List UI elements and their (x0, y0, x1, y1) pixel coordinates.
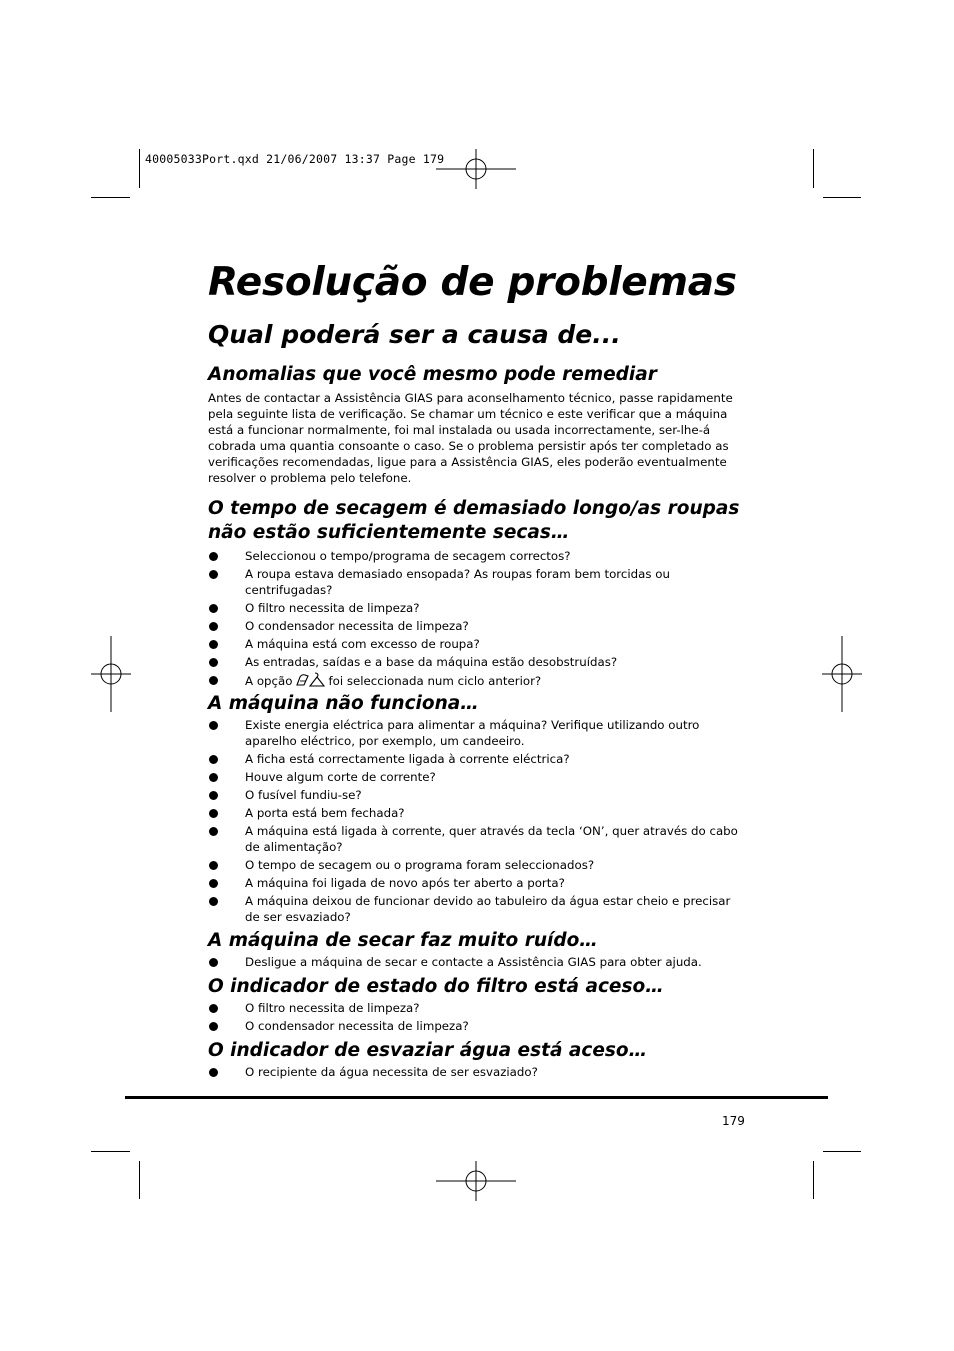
list-item: O tempo de secagem ou o programa foram seleccionados? (208, 857, 748, 873)
bullet-icon (209, 791, 218, 800)
checklist (208, 717, 748, 925)
list-item: Seleccionou o tempo/programa de secagem correctos? (208, 548, 748, 564)
crop-mark (823, 1151, 861, 1152)
bullet-icon (209, 658, 218, 667)
crop-mark (813, 1161, 814, 1199)
page-number: 179 (722, 1114, 745, 1128)
iron-hanger-icon (295, 672, 325, 688)
list-item: A ficha está correctamente ligada à corrente eléctrica? (208, 751, 748, 767)
checklist (208, 1064, 748, 1080)
registration-mark-top (436, 149, 516, 189)
page-content (208, 258, 748, 1082)
bullet-icon (209, 640, 218, 649)
list-item: A máquina está ligada à corrente, quer através da tecla ‘ON’, quer através do cabo de alimentação? (208, 823, 748, 855)
bullet-icon (209, 676, 218, 685)
crop-mark (823, 197, 861, 198)
crop-mark (139, 149, 140, 188)
registration-mark-left (91, 636, 131, 712)
bullet-icon (209, 1004, 218, 1013)
checklist (208, 1000, 748, 1034)
bullet-icon (209, 958, 218, 967)
bullet-icon (209, 622, 218, 631)
list-item: O condensador necessita de limpeza? (208, 1018, 748, 1034)
bullet-icon (209, 861, 218, 870)
bullet-icon (209, 570, 218, 579)
bullet-icon (209, 1068, 218, 1077)
list-item: Desligue a máquina de secar e contacte a Assistência GIAS para obter ajuda. (208, 954, 748, 970)
section-heading: O indicador de esvaziar água está aceso… (208, 1040, 648, 1061)
list-item: As entradas, saídas e a base da máquina estão desobstruídas? (208, 654, 748, 670)
bullet-icon (209, 604, 218, 613)
intro-heading: Anomalias que você mesmo pode remediar (208, 364, 657, 385)
list-item: O filtro necessita de limpeza? (208, 600, 748, 616)
bullet-icon (209, 879, 218, 888)
bullet-icon (209, 809, 218, 818)
bullet-icon (209, 755, 218, 764)
crop-mark (139, 1161, 140, 1199)
list-item: O filtro necessita de limpeza? (208, 1000, 748, 1016)
list-item: A roupa estava demasiado ensopada? As roupas foram bem torcidas ou centrifugadas? (208, 566, 748, 598)
bullet-icon (209, 827, 218, 836)
list-item: A máquina foi ligada de novo após ter aberto a porta? (208, 875, 748, 891)
bullet-icon (209, 773, 218, 782)
list-item: Existe energia eléctrica para alimentar a máquina? Verifique utilizando outro aparelho eléctrico, por exemplo, um candeeiro. (208, 717, 748, 749)
bullet-icon (209, 552, 218, 561)
list-item: A porta está bem fechada? (208, 805, 748, 821)
section-heading: A máquina de secar faz muito ruído… (208, 930, 598, 951)
page-title: Resolução de problemas (208, 260, 737, 305)
list-item: Houve algum corte de corrente? (208, 769, 748, 785)
bullet-icon (209, 897, 218, 906)
printer-slug: 40005033Port.qxd 21/06/2007 13:37 Page 179 (145, 152, 445, 166)
list-item: A máquina está com excesso de roupa? (208, 636, 748, 652)
intro-text: Antes de contactar a Assistência GIAS para aconselhamento técnico, passe rapidamente pela seguinte lista de verificação. Se chamar um técnico e este verificar que a máquina está a funcionar normalmente, foi mal instalada ou usada incorrectamente, ser-lhe-á cobrada uma quantia consoante o caso. Se o problema persistir após ter completado as verificações recomendadas, ligue para a Assistência GIAS, eles poderão eventualmente resolver o problema pelo telefone. (208, 391, 733, 485)
section-heading: A máquina não funciona… (208, 693, 479, 714)
footer-rule (125, 1096, 828, 1099)
checklist (208, 548, 748, 689)
registration-mark-right (822, 636, 862, 712)
registration-mark-bottom (436, 1161, 516, 1201)
list-item: A opção foi seleccionada num ciclo anterior? (208, 672, 748, 689)
section-heading: O indicador de estado do filtro está aceso… (208, 976, 664, 997)
list-item: O recipiente da água necessita de ser esvaziado? (208, 1064, 748, 1080)
page-subtitle: Qual poderá ser a causa de... (208, 320, 621, 349)
crop-mark (91, 1151, 130, 1152)
checklist (208, 954, 748, 970)
section-heading: O tempo de secagem é demasiado longo/as roupas não estão suficientemente secas… (208, 498, 740, 543)
list-item: O condensador necessita de limpeza? (208, 618, 748, 634)
crop-mark (813, 149, 814, 188)
list-item: A máquina deixou de funcionar devido ao tabuleiro da água estar cheio e precisar de ser esvaziado? (208, 893, 748, 925)
list-item: O fusível fundiu-se? (208, 787, 748, 803)
bullet-icon (209, 721, 218, 730)
bullet-icon (209, 1022, 218, 1031)
crop-mark (91, 197, 130, 198)
